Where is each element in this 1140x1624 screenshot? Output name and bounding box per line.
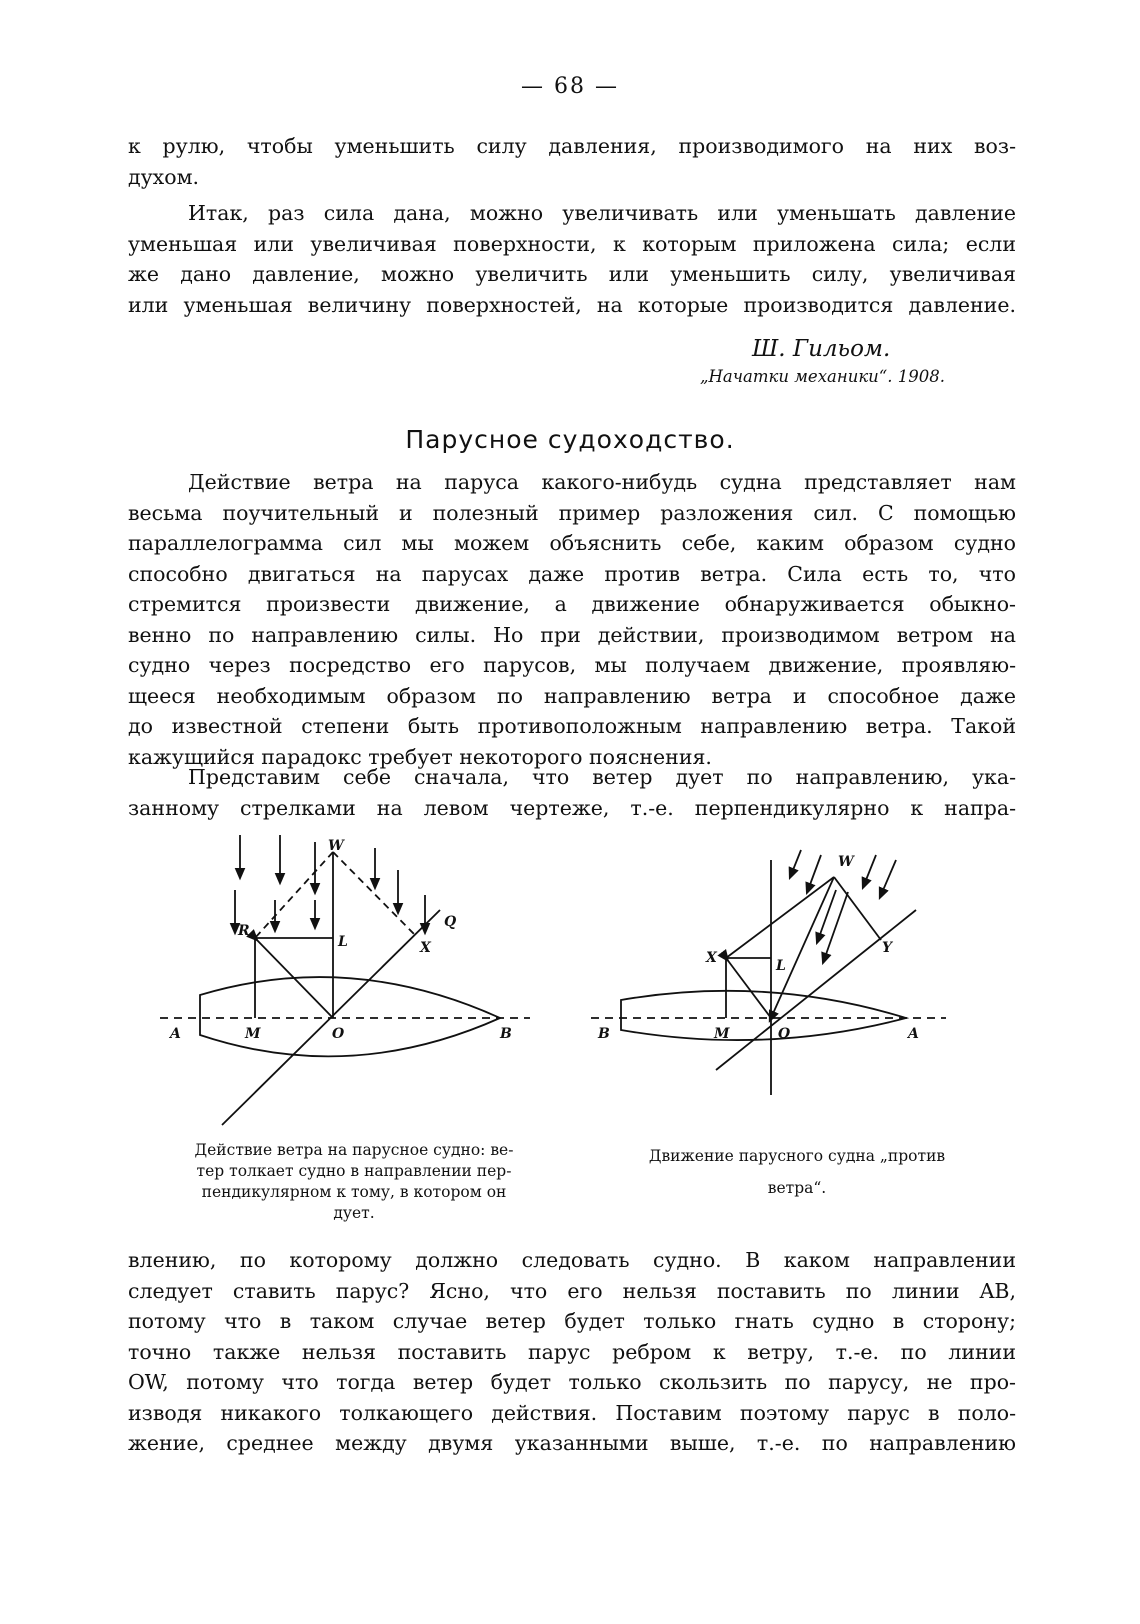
label-a: A (908, 1026, 919, 1042)
text-line: точно также нельзя поставить парус ребром к ветру, т.-е. по линии (128, 1339, 1016, 1364)
text-line: OW, потому что тогда ветер будет только скользить по парусу, не про- (128, 1370, 1016, 1394)
figure-right-caption (612, 1140, 982, 1204)
text-line: же дано давление, можно увеличить или уменьшить силу, увеличивая (128, 262, 1016, 286)
signature-source: „Начатки механики“. 1908. (700, 367, 945, 386)
text-line: щееся необходимым образом по направлению ветра и способное даже (128, 683, 1016, 708)
figure-left-caption (158, 1140, 550, 1224)
line-ro (255, 938, 333, 1018)
label-m: M (245, 1026, 261, 1042)
caption-line: Движение парусного судна „против (648, 1147, 946, 1165)
paragraph-2 (128, 198, 1016, 320)
caption-line: тер толкает судно в направлении пер- (196, 1162, 512, 1180)
paragraph-5 (128, 1245, 1016, 1459)
text-line: духом. (128, 164, 200, 189)
text-line: Представим себе сначала, что ветер дует по направлению, ука- (188, 765, 1016, 789)
text-line: судно через посредство его парусов, мы получаем движение, проявляю- (128, 653, 1016, 677)
label-w: W (838, 854, 854, 870)
text-line: жение, среднее между двумя указанными выше, т.-е. по направлению (128, 1431, 1016, 1455)
text-line: следует ставить парус? Ясно, что его нельзя поставить по линии AB, (128, 1278, 1016, 1303)
label-m: M (714, 1026, 730, 1042)
line-wx (726, 877, 834, 958)
label-b: B (598, 1026, 610, 1042)
text-line: уменьшая или увеличивая поверхности, к которым приложена сила; если (128, 231, 1016, 256)
wind-arrow (881, 860, 896, 895)
text-line: изводя никакого толкающего действия. Поставим поэтому парус в поло- (128, 1400, 1016, 1425)
caption-line: Действие ветра на парусное судно: ве- (194, 1141, 514, 1159)
label-a: A (170, 1026, 181, 1042)
text-line: параллелограмма сил мы можем объяснить себе, каким образом судно (128, 531, 1016, 555)
text-line: занному стрелками на левом чертеже, т.-е. перпендикулярно к напра- (128, 795, 1016, 820)
text-line: к рулю, чтобы уменьшить силу давления, производимого на них воз- (128, 134, 1016, 158)
caption-line: пендикулярном к тому, в котором он (201, 1183, 507, 1201)
text-line: Итак, раз сила дана, можно увеличивать или уменьшать давление (188, 201, 1016, 225)
section-heading: Парусное судоходство. (405, 425, 735, 454)
label-l: L (776, 958, 786, 974)
text-line: способно двигаться на парусах даже против ветра. Сила есть то, что (128, 561, 1016, 586)
figure-left-diagram (150, 830, 540, 1130)
label-l: L (338, 934, 348, 950)
label-x: X (706, 950, 717, 966)
caption-line: ветра“. (767, 1179, 827, 1197)
text-line: потому что в таком случае ветер будет только гнать судно в сторону; (128, 1309, 1016, 1333)
text-line: влению, по которому должно следовать судно. В каком направлении (128, 1248, 1016, 1272)
paragraph-1 (128, 131, 1016, 192)
label-y: Y (882, 940, 892, 956)
label-r: R (238, 923, 250, 939)
label-q: Q (444, 914, 457, 930)
wind-arrow (864, 855, 876, 885)
line-xo (726, 958, 771, 1018)
paragraph-4 (128, 762, 1016, 823)
wind-arrow (791, 850, 801, 875)
text-line: венно по направлению силы. Но при действии, производимом ветром на (128, 622, 1016, 647)
line-wo (771, 877, 834, 1018)
caption-line: дует. (333, 1204, 375, 1222)
text-line: или уменьшая величину поверхностей, на которые производится давление. (128, 292, 1016, 317)
wind-arrow (808, 855, 821, 890)
wind-arrow (824, 892, 848, 960)
page-number: — 68 — (521, 74, 619, 99)
text-line: до известной степени быть противоположным направлению ветра. Такой (128, 714, 1016, 738)
label-x: X (420, 940, 431, 956)
label-o: O (332, 1026, 345, 1042)
paragraph-3 (128, 467, 1016, 772)
text-line: весьма поучительный и полезный пример разложения сил. С помощью (128, 500, 1016, 525)
hull-outline (200, 977, 500, 1056)
figure-right-diagram (586, 830, 966, 1110)
text-line: стремится произвести движение, а движение обнаруживается обыкно- (128, 592, 1016, 616)
label-b: B (500, 1026, 512, 1042)
signature-author: Ш. Гильом. (752, 336, 891, 362)
label-o: O (778, 1026, 791, 1042)
sail-line (716, 910, 916, 1070)
text-line: кажущийся парадокс требует некоторого пояснения. (128, 744, 712, 769)
line-wy (834, 877, 881, 940)
label-w: W (328, 838, 344, 854)
text-line: Действие ветра на паруса какого-нибудь судна представляет нам (188, 470, 1016, 494)
